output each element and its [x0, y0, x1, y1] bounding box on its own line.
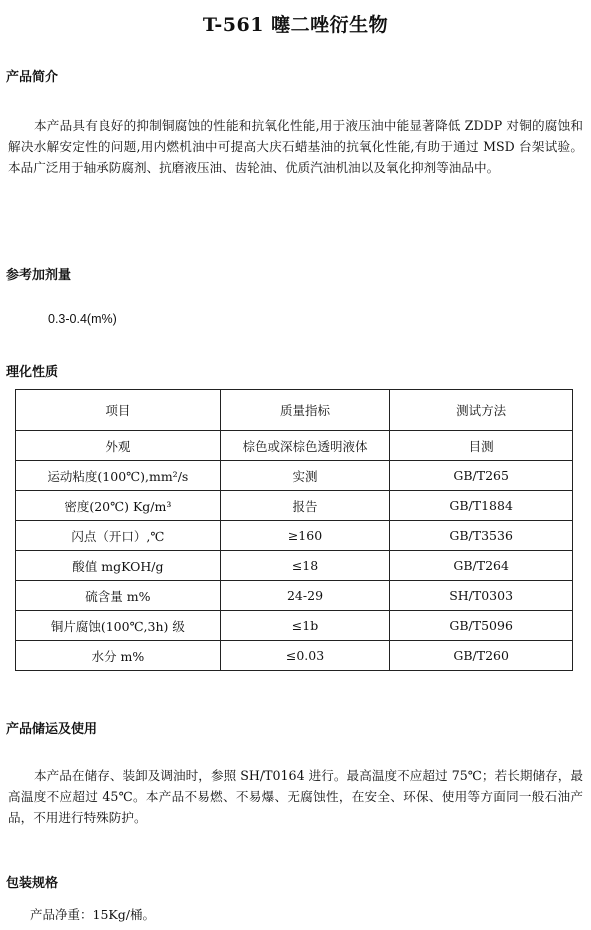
- cell-item: 密度(20℃) Kg/m³: [16, 491, 221, 521]
- properties-table: [15, 389, 573, 671]
- cell-spec: 报告: [220, 491, 390, 521]
- storage-heading: 产品储运及使用: [6, 722, 98, 737]
- dosage-heading: 参考加剂量: [6, 268, 72, 283]
- cell-method: 目测: [390, 431, 573, 461]
- cell-method: GB/T264: [390, 551, 573, 581]
- cell-method: GB/T265: [390, 461, 573, 491]
- cell-spec: ≤18: [220, 551, 390, 581]
- cell-item: 铜片腐蚀(100℃,3h) 级: [16, 611, 221, 641]
- table-header-row: [16, 390, 573, 431]
- cell-item: 运动粘度(100℃),mm²/s: [16, 461, 221, 491]
- properties-heading: 理化性质: [6, 365, 59, 380]
- table-row: [16, 431, 573, 461]
- cell-item: 水分 m%: [16, 641, 221, 671]
- column-header-method: 测试方法: [390, 390, 573, 431]
- storage-text: 本产品在储存、装卸及调油时，参照 SH/T0164 进行。最高温度不应超过 75℃；若长期储存，最高温度不应超过 45℃。本产品不易燃、不易爆、无腐蚀性，在安全、环保、使用等方面同一般石油产品，不用进行特殊防护。: [8, 768, 583, 825]
- column-header-item: 项目: [16, 390, 221, 431]
- table-row: [16, 491, 573, 521]
- cell-method: GB/T5096: [390, 611, 573, 641]
- cell-method: GB/T260: [390, 641, 573, 671]
- cell-item: 外观: [16, 431, 221, 461]
- cell-item: 闪点（开口）,℃: [16, 521, 221, 551]
- cell-spec: 24-29: [220, 581, 390, 611]
- intro-text: 本产品具有良好的抑制铜腐蚀的性能和抗氧化性能,用于液压油中能显著降低 ZDDP 对铜的腐蚀和解决水解安定性的问题,用内燃机油中可提高大庆石蜡基油的抗氧化性能,有助于通过 MSD 台架试验。本品广泛用于轴承防腐剂、抗磨液压油、齿轮油、优质汽油机油以及氧化抑剂等油品中。: [8, 118, 583, 175]
- page-title: T-561 噻二唑衍生物: [202, 14, 389, 36]
- table-row: [16, 611, 573, 641]
- table-row: [16, 461, 573, 491]
- column-header-spec: 质量指标: [220, 390, 390, 431]
- packaging-heading: 包装规格: [6, 876, 59, 891]
- table-row: [16, 551, 573, 581]
- table-row: [16, 581, 573, 611]
- cell-spec: ≥160: [220, 521, 390, 551]
- cell-method: SH/T0303: [390, 581, 573, 611]
- cell-spec: ≤1b: [220, 611, 390, 641]
- cell-spec: ≤0.03: [220, 641, 390, 671]
- cell-item: 硫含量 m%: [16, 581, 221, 611]
- cell-item: 酸值 mgKOH/g: [16, 551, 221, 581]
- table-row: [16, 641, 573, 671]
- cell-spec: 棕色或深棕色透明液体: [220, 431, 390, 461]
- cell-method: GB/T1884: [390, 491, 573, 521]
- cell-method: GB/T3536: [390, 521, 573, 551]
- dosage-value: 0.3-0.4(m%): [48, 312, 117, 326]
- packaging-text: 产品净重：15Kg/桶。: [30, 907, 155, 922]
- table-row: [16, 521, 573, 551]
- cell-spec: 实测: [220, 461, 390, 491]
- intro-heading: 产品简介: [6, 70, 59, 85]
